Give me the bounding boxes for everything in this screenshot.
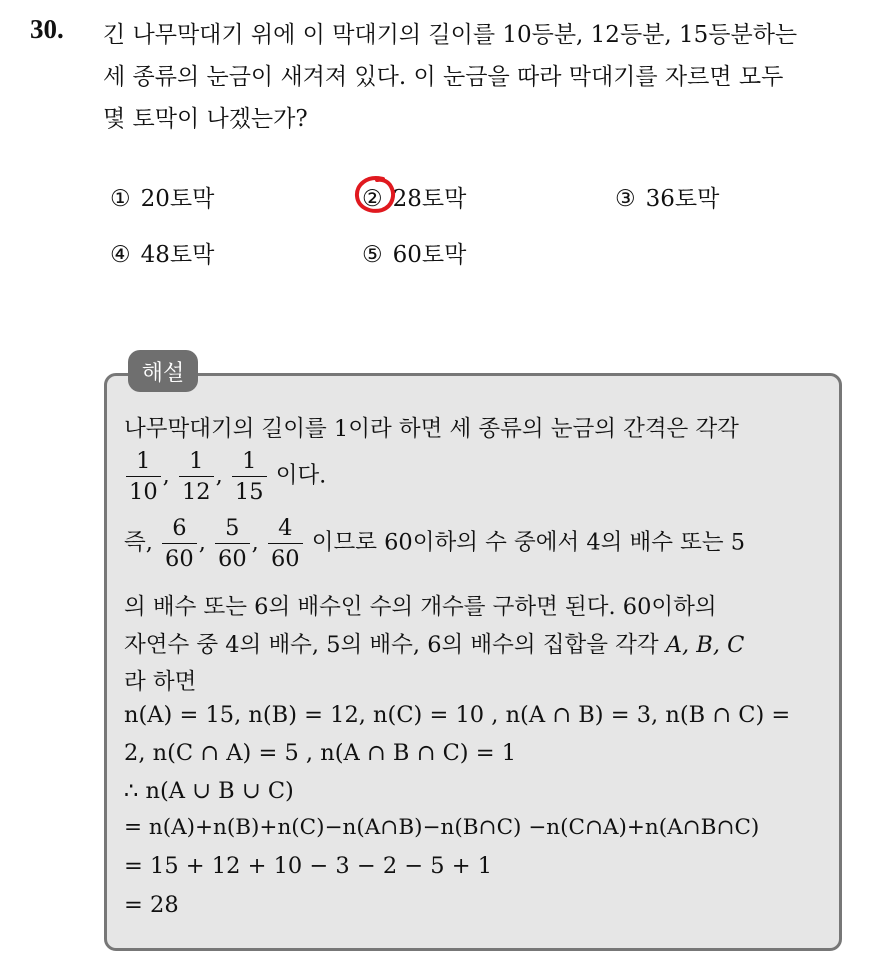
solution-text: 이다. xyxy=(275,462,327,489)
choice-3[interactable] xyxy=(615,180,719,213)
fraction xyxy=(179,450,214,503)
question-line: 몇 토막이 나겠는가? xyxy=(103,106,308,132)
solution-equation: = n(A)+n(B)+n(C)−n(A∩B)−n(B∩C) −n(C∩A)+n(A∩B∩C) xyxy=(124,815,760,840)
fraction xyxy=(215,517,250,570)
choice-symbol: ⑤ xyxy=(362,242,383,268)
solution-line: 의 배수 또는 6의 배수인 수의 개수를 구하면 된다. 60이하의 xyxy=(124,594,717,620)
solution-text: 자연수 중 4의 배수, 5의 배수, 6의 배수의 집합을 각각 xyxy=(124,632,659,658)
fraction-numerator: 1 xyxy=(242,448,257,474)
question-text xyxy=(103,14,863,140)
set-names: A, B, C xyxy=(665,632,745,658)
choice-symbol: ② xyxy=(362,186,383,212)
choice-symbol: ④ xyxy=(110,242,131,268)
solution-text: 이므로 60이하의 수 중에서 4의 배수 또는 5 xyxy=(311,529,746,556)
fraction-numerator: 5 xyxy=(225,515,240,541)
fraction-denominator: 60 xyxy=(215,543,250,571)
choice-1[interactable] xyxy=(110,180,214,213)
solution-line: 라 하면 xyxy=(124,669,197,695)
fraction-numerator: 6 xyxy=(172,515,187,541)
solution-text: 즉, xyxy=(124,529,153,556)
fraction-denominator: 60 xyxy=(162,543,197,571)
solution-equation: ∴ n(A ∪ B ∪ C) xyxy=(124,778,294,804)
fraction xyxy=(232,450,267,503)
solution-tab: 해설 xyxy=(128,350,198,392)
choice-symbol: ③ xyxy=(615,186,636,212)
solution-line: 나무막대기의 길이를 1이라 하면 세 종류의 눈금의 간격은 각각 xyxy=(124,416,739,442)
choice-label: 28토막 xyxy=(392,186,467,212)
choice-label: 48토막 xyxy=(140,242,215,268)
fraction-numerator: 1 xyxy=(136,448,151,474)
solution-line xyxy=(124,627,744,659)
solution-equation: = 15 + 12 + 10 − 3 − 2 − 5 + 1 xyxy=(124,853,493,879)
solution-fraction-line: 즉, $\frac{6}{60}$ , $\frac{5}{60}$ , $\frac{4}{60}$ 이므로 60이하의 수 중에서 4의 배수 또는 5 xyxy=(124,515,746,572)
fraction-denominator: 10 xyxy=(126,476,161,504)
fraction xyxy=(162,517,197,570)
choice-label: 20토막 xyxy=(140,186,215,212)
choice-4[interactable] xyxy=(110,236,214,269)
solution-fraction-line: $\frac{1}{10}$ , $\frac{1}{12}$ , $\frac{1}{15}$ 이다. xyxy=(124,450,326,503)
fraction-numerator: 1 xyxy=(189,448,204,474)
choice-symbol: ① xyxy=(110,186,131,212)
fraction-numerator: 4 xyxy=(278,515,293,541)
question-number: 30. xyxy=(30,14,64,44)
fraction-denominator: 60 xyxy=(268,543,303,571)
choice-label: 36토막 xyxy=(645,186,720,212)
solution-result: = 28 xyxy=(124,892,179,918)
solution-equation: n(A) = 15, n(B) = 12, n(C) = 10 , n(A ∩ B) = 3, n(B ∩ C) = xyxy=(124,702,791,728)
fraction-denominator: 12 xyxy=(179,476,214,504)
question-line: 긴 나무막대기 위에 이 막대기의 길이를 10등분, 12등분, 15등분하는 xyxy=(103,22,798,48)
question-line: 세 종류의 눈금이 새겨져 있다. 이 눈금을 따라 막대기를 자르면 모두 xyxy=(103,64,784,90)
fraction-denominator: 15 xyxy=(232,476,267,504)
solution-equation: 2, n(C ∩ A) = 5 , n(A ∩ B ∩ C) = 1 xyxy=(124,740,517,766)
choice-5[interactable] xyxy=(362,236,466,269)
fraction xyxy=(268,517,303,570)
fraction xyxy=(126,450,161,503)
choice-label: 60토막 xyxy=(392,242,467,268)
answer-circle-mark-icon xyxy=(353,175,397,215)
